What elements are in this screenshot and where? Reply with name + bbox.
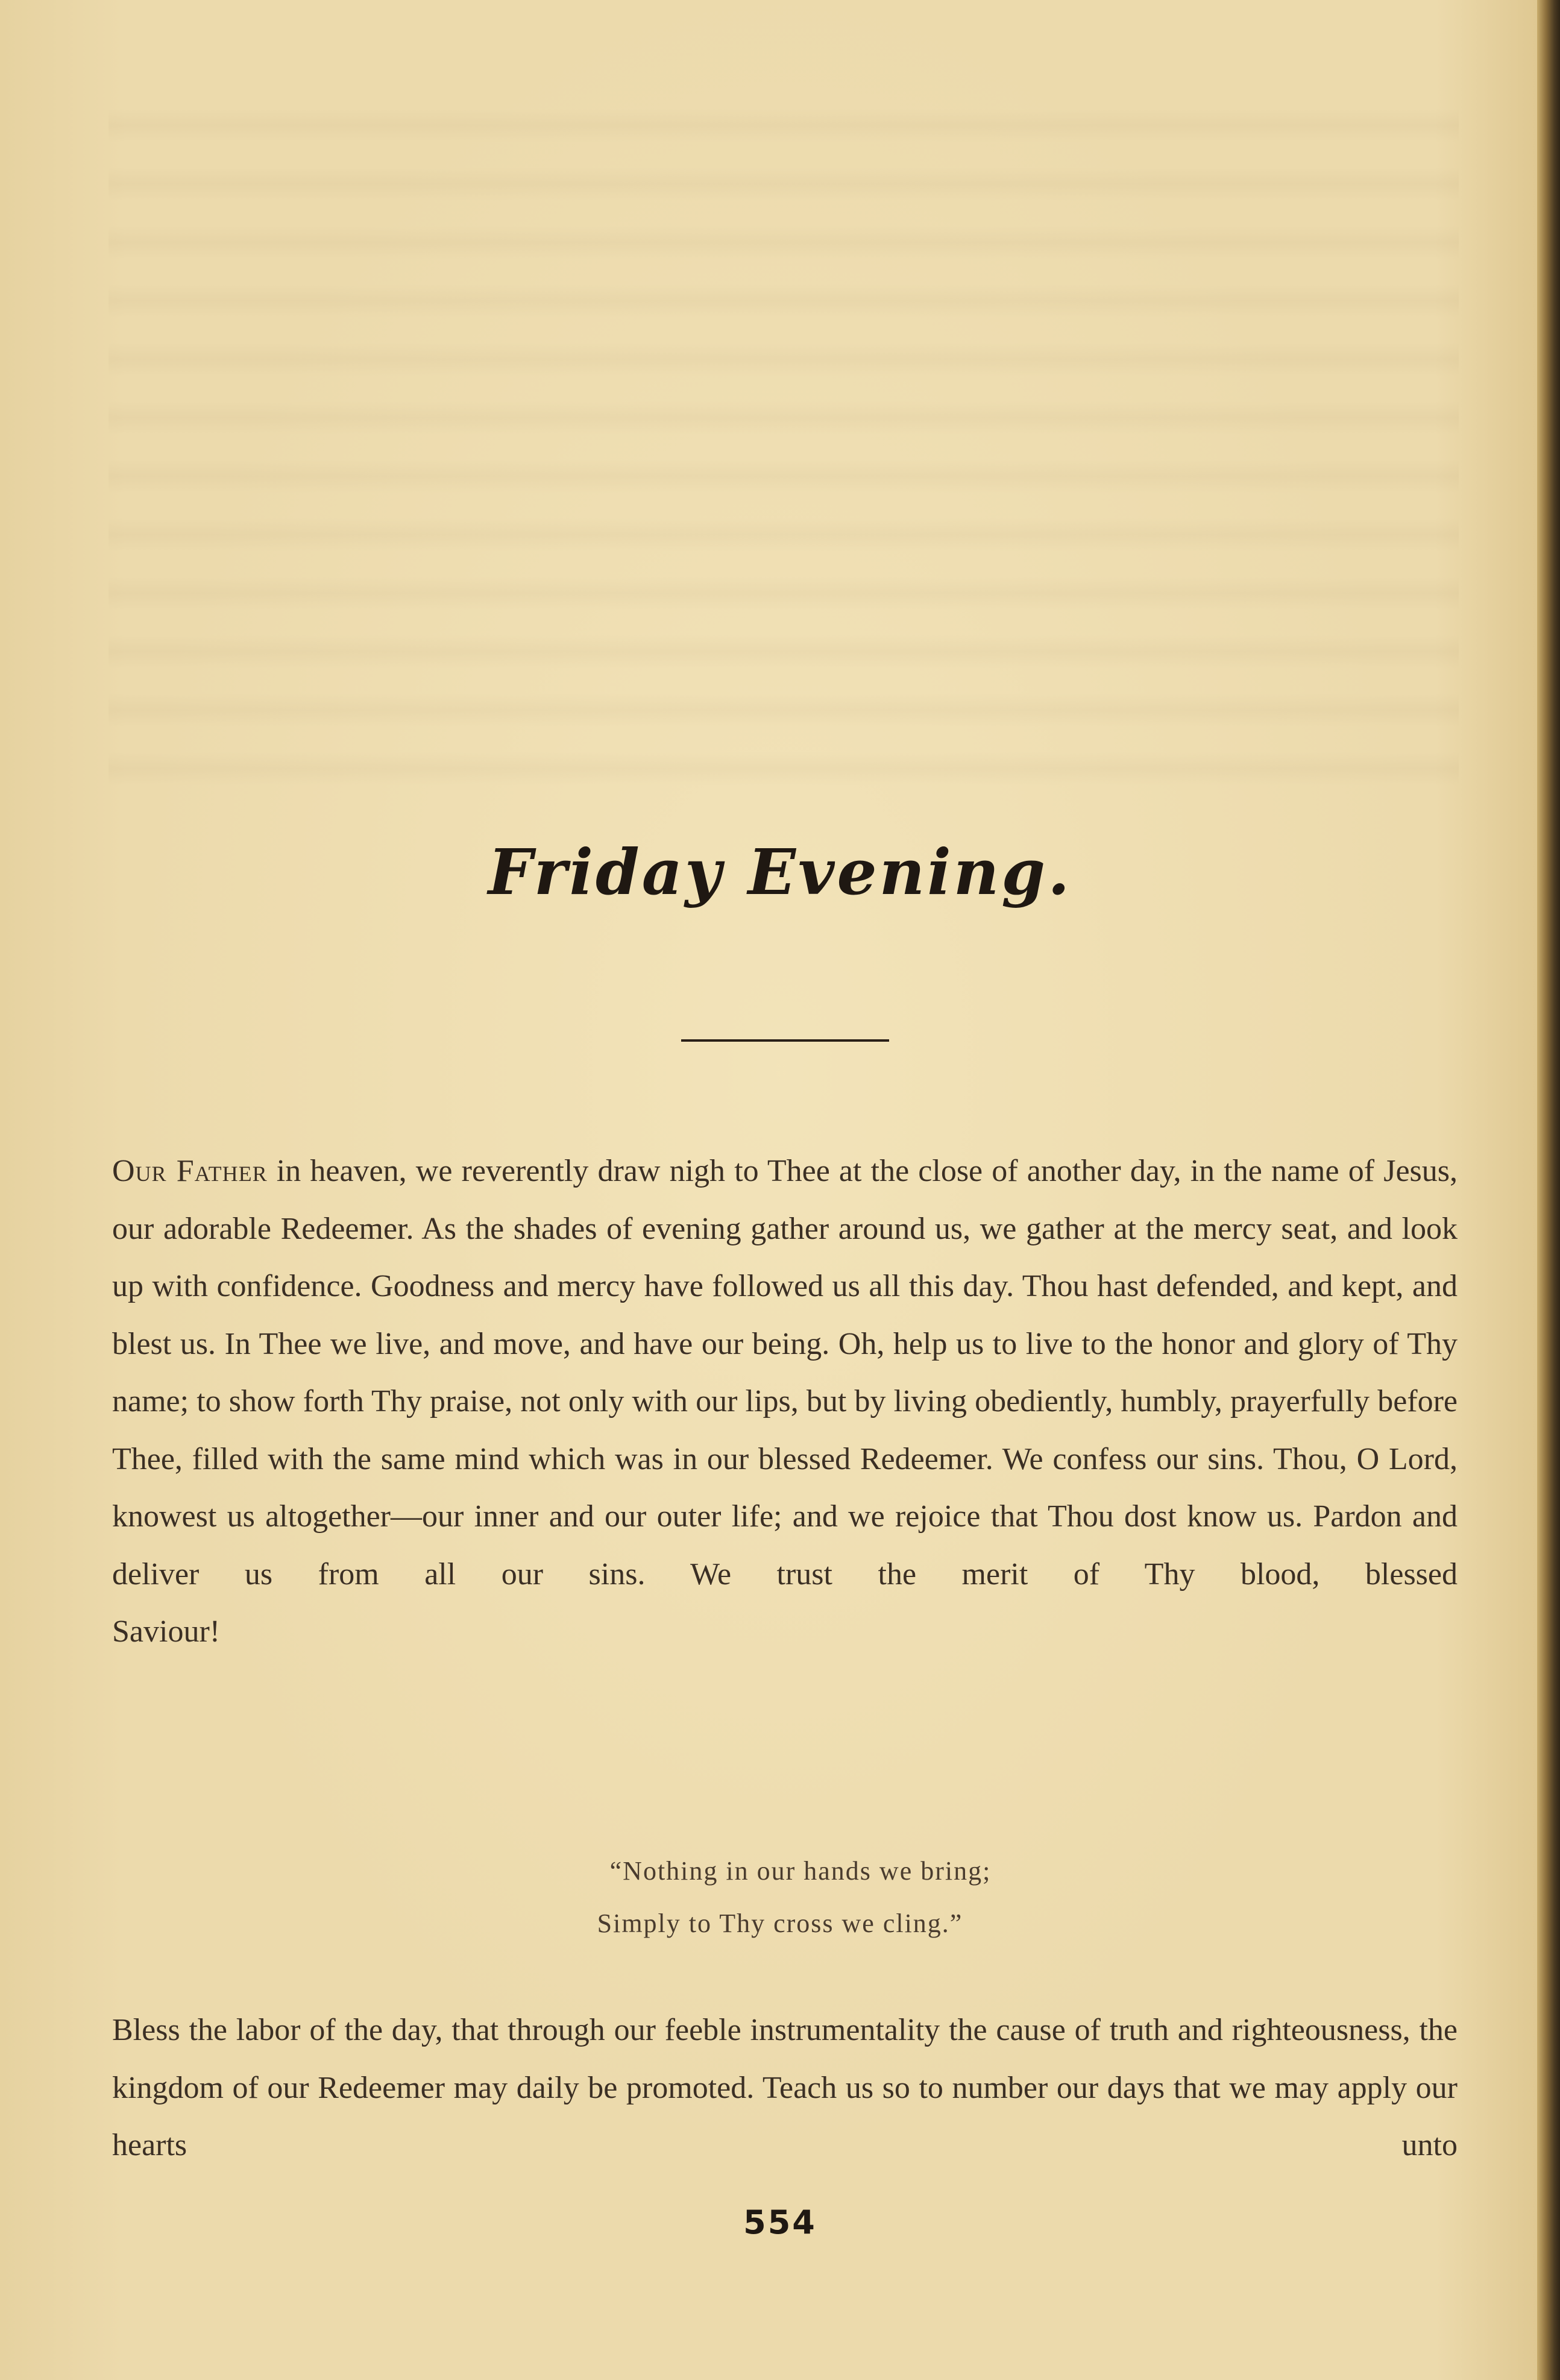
- paragraph-1-last-line: Saviour!: [112, 1614, 221, 1649]
- paragraph-1-text: in heaven, we reverently draw nigh to Thee at the close of another day, in the name of Jesus, our adorable Redeemer. As the shades of evening gather around us, we gather at the mercy seat, and look up with confidence. Goodness and mercy have followed us all this day. Thou hast defended, and kept, and blest us. In Thee we live, and move, and have our being. Oh, help us to live to the honor and glory of Thy name; to show forth Thy praise, not only with our lips, but by living obediently, humbly, prayerfully before Thee, filled with the same mind which was in our blessed Redeemer. We confess our sins. Thou, O Lord, knowest us altogether—our inner and our outer life; and we rejoice that Thou dost know us. Pardon and deliver us from all our sins. We trust the merit of Thy blood, blessed: [112, 1154, 1458, 1591]
- title-divider: [681, 1039, 889, 1042]
- page-number: 554: [743, 2203, 817, 2241]
- page-title: Friday Evening.: [488, 835, 1072, 909]
- prayer-paragraph-2: [112, 2001, 1458, 2174]
- verse-line-1: “Nothing in our hands we bring;: [609, 1856, 992, 1886]
- paragraph-2-text: Bless the labor of the day, that through our feeble instrumentality the cause of truth and righteousness, the kingdom of our Redeemer may daily be promoted. Teach us so to number our days that we may apply our hearts unto: [112, 2013, 1458, 2162]
- bleed-through-text: [109, 109, 1459, 790]
- opening-words: Our Father: [112, 1154, 268, 1188]
- prayer-paragraph-1: [112, 1142, 1458, 1661]
- verse-line-2: Simply to Thy cross we cling.”: [597, 1909, 963, 1938]
- binding-edge: [1537, 0, 1560, 2380]
